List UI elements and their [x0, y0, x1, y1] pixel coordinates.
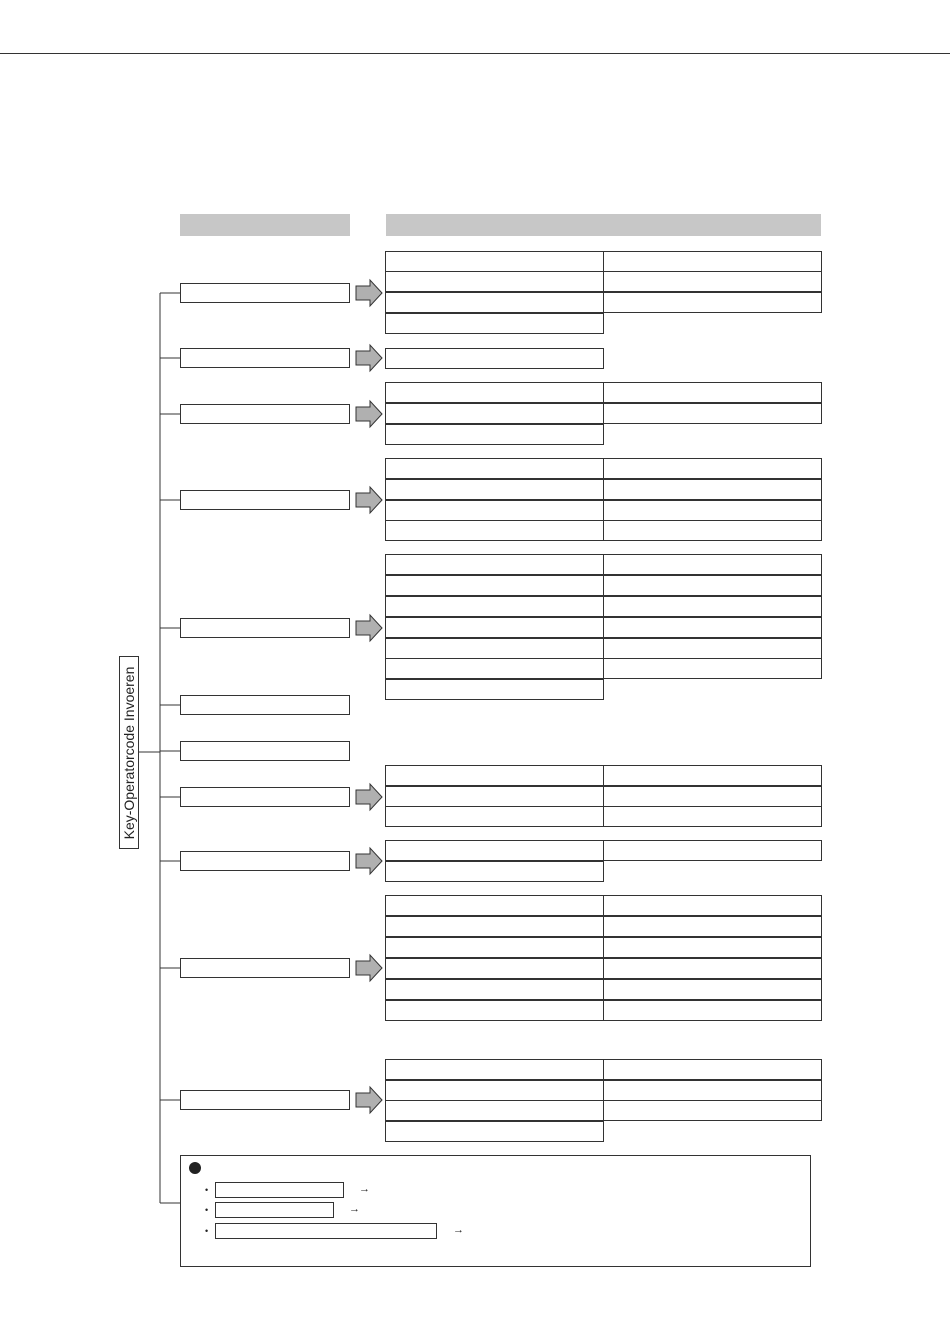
- setting-cell: [603, 937, 822, 958]
- setting-cell: [385, 403, 604, 424]
- setting-cell: [603, 916, 822, 937]
- setting-cell: [603, 479, 822, 500]
- arrow-4: [356, 487, 382, 513]
- setting-cell: [385, 638, 604, 659]
- setting-cell: [385, 520, 604, 541]
- setting-cell: [603, 958, 822, 979]
- arrow-icon: →: [349, 1203, 360, 1215]
- setting-cell: [603, 638, 822, 659]
- root-label: Key-Operatorcode Invoeren: [121, 666, 137, 839]
- setting-cell: [385, 554, 604, 575]
- setting-cell: [603, 251, 822, 272]
- setting-cell: [603, 292, 822, 313]
- setting-cell: [385, 500, 604, 521]
- category-box-4: [180, 490, 350, 510]
- root-label-box: [119, 656, 139, 849]
- arrow-3: [356, 401, 382, 427]
- setting-cell: [603, 1100, 822, 1121]
- setting-cell: [385, 348, 604, 369]
- note-panel: [180, 1155, 811, 1267]
- arrow-8: [356, 955, 382, 981]
- setting-cell: [603, 658, 822, 679]
- setting-cell: [385, 861, 604, 882]
- setting-cell: [385, 916, 604, 937]
- setting-cell: [385, 895, 604, 916]
- setting-cell: [385, 271, 604, 292]
- setting-cell: [603, 575, 822, 596]
- setting-cell: [385, 786, 604, 807]
- setting-cell: [385, 596, 604, 617]
- setting-cell: [385, 937, 604, 958]
- setting-cell: [385, 1121, 604, 1142]
- setting-cell: [385, 292, 604, 313]
- setting-cell: [385, 1100, 604, 1121]
- setting-cell: [385, 840, 604, 861]
- setting-cell: [603, 403, 822, 424]
- arrow-icon: →: [359, 1183, 370, 1195]
- setting-cell: [603, 1000, 822, 1021]
- arrow-6: [356, 784, 382, 810]
- setting-cell: [385, 1059, 604, 1080]
- arrow-9: [356, 1087, 382, 1113]
- setting-cell: [603, 520, 822, 541]
- note-item-box: [215, 1202, 334, 1218]
- arrow-1: [356, 280, 382, 306]
- setting-cell: [603, 596, 822, 617]
- arrow-5: [356, 615, 382, 641]
- setting-cell: [603, 617, 822, 638]
- category-box-8: [180, 787, 350, 807]
- setting-cell: [603, 765, 822, 786]
- bullet: •: [205, 1226, 209, 1236]
- setting-cell: [385, 617, 604, 638]
- category-box-9: [180, 851, 350, 871]
- setting-cell: [603, 554, 822, 575]
- setting-cell: [603, 979, 822, 1000]
- setting-cell: [603, 458, 822, 479]
- category-box-5: [180, 618, 350, 638]
- setting-cell: [603, 895, 822, 916]
- setting-cell: [385, 251, 604, 272]
- category-box-2: [180, 348, 350, 368]
- setting-cell: [385, 979, 604, 1000]
- setting-cell: [385, 958, 604, 979]
- setting-cell: [385, 765, 604, 786]
- setting-cell: [603, 1080, 822, 1101]
- category-box-11: [180, 1090, 350, 1110]
- setting-cell: [385, 806, 604, 827]
- setting-cell: [385, 575, 604, 596]
- setting-cell: [385, 658, 604, 679]
- arrow-2: [356, 345, 382, 371]
- setting-cell: [385, 313, 604, 334]
- setting-cell: [603, 500, 822, 521]
- setting-cell: [603, 806, 822, 827]
- setting-cell: [603, 382, 822, 403]
- note-item-box: [215, 1223, 437, 1239]
- category-box-3: [180, 404, 350, 424]
- setting-cell: [385, 479, 604, 500]
- setting-cell: [603, 840, 822, 861]
- setting-cell: [603, 1059, 822, 1080]
- category-box-7: [180, 741, 350, 761]
- category-box-6: [180, 695, 350, 715]
- setting-cell: [385, 382, 604, 403]
- setting-cell: [603, 271, 822, 292]
- note-item-box: [215, 1182, 344, 1198]
- note-icon: [189, 1162, 201, 1174]
- bullet: •: [205, 1185, 209, 1195]
- setting-cell: [385, 1000, 604, 1021]
- category-box-10: [180, 958, 350, 978]
- setting-cell: [385, 1080, 604, 1101]
- bullet: •: [205, 1205, 209, 1215]
- arrow-icon: →: [453, 1224, 464, 1236]
- setting-cell: [603, 786, 822, 807]
- setting-cell: [385, 458, 604, 479]
- setting-cell: [385, 424, 604, 445]
- category-box-1: [180, 283, 350, 303]
- setting-cell: [385, 679, 604, 700]
- arrow-7: [356, 848, 382, 874]
